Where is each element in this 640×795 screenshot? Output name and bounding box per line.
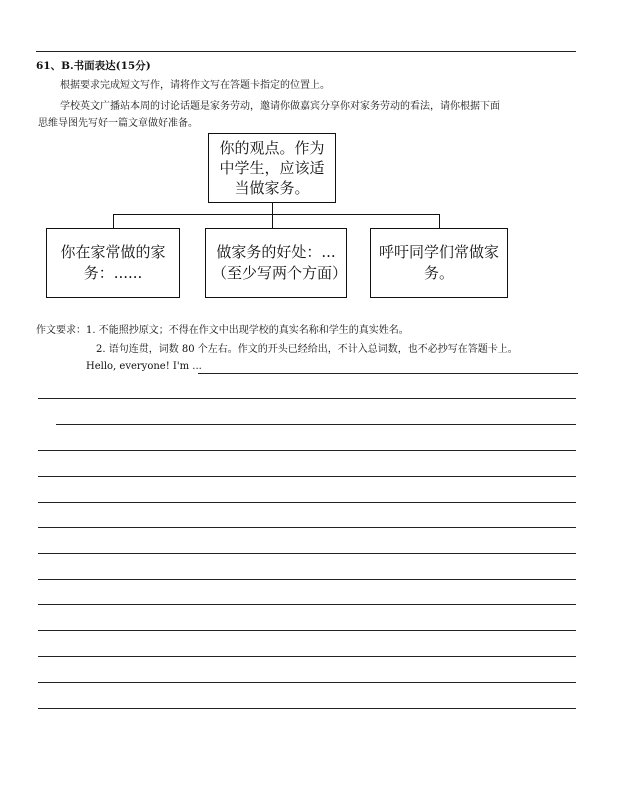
writing-line[interactable]: [38, 553, 576, 554]
question-instruction: 根据要求完成短文写作，请将作文写在答题卡指定的位置上。: [60, 80, 330, 91]
writing-line[interactable]: [38, 450, 576, 451]
mindmap-branch-text: 做家务的好处：...（至少写两个方面）: [212, 243, 348, 282]
writing-line[interactable]: [38, 604, 576, 605]
connector-left-down: [113, 214, 114, 228]
mindmap-branch-text: 呼吁同学们常做家务。: [378, 243, 499, 282]
mindmap-branch-text: 你在家常做的家务：......: [60, 243, 166, 282]
writing-line[interactable]: [56, 424, 576, 425]
mindmap-branch-appeal: [370, 228, 508, 298]
writing-line[interactable]: [38, 579, 576, 580]
writing-line[interactable]: [38, 630, 576, 631]
requirement-line-1: 作文要求：1. 不能照抄原文；不得在作文中出现学校的真实名称和学生的真实姓名。: [36, 325, 409, 336]
mindmap-root-box: [208, 133, 336, 203]
writing-line[interactable]: [198, 373, 578, 374]
mindmap-root-text: 你的观点。作为中学生，应该适当做家务。: [219, 139, 325, 197]
connector-mid-down: [272, 214, 273, 228]
mindmap-branch-chores: [46, 228, 180, 298]
mind-map: [0, 0, 640, 320]
writing-line[interactable]: [38, 708, 576, 709]
writing-line[interactable]: [38, 527, 576, 528]
writing-line[interactable]: [38, 656, 576, 657]
writing-line[interactable]: [38, 502, 576, 503]
question-heading: 61、B.书面表达(15分): [36, 60, 151, 72]
writing-line[interactable]: [38, 682, 576, 683]
prompt-line-2: 思维导图先写好一篇文章做好准备。: [38, 118, 198, 129]
essay-opening: Hello, everyone! I'm ...: [86, 361, 202, 372]
connector-horizontal: [113, 214, 440, 215]
mindmap-branch-benefits: [205, 228, 347, 298]
writing-line[interactable]: [38, 398, 576, 399]
prompt-line-1: 学校英文广播站本周的讨论话题是家务劳动，邀请你做嘉宾分享你对家务劳动的看法，请你根据下面: [60, 101, 500, 112]
writing-line[interactable]: [38, 476, 576, 477]
requirement-line-2: 2. 语句连贯，词数 80 个左右。作文的开头已经给出，不计入总词数，也不必抄写在答题卡上。: [96, 344, 518, 355]
connector-right-down: [439, 214, 440, 228]
